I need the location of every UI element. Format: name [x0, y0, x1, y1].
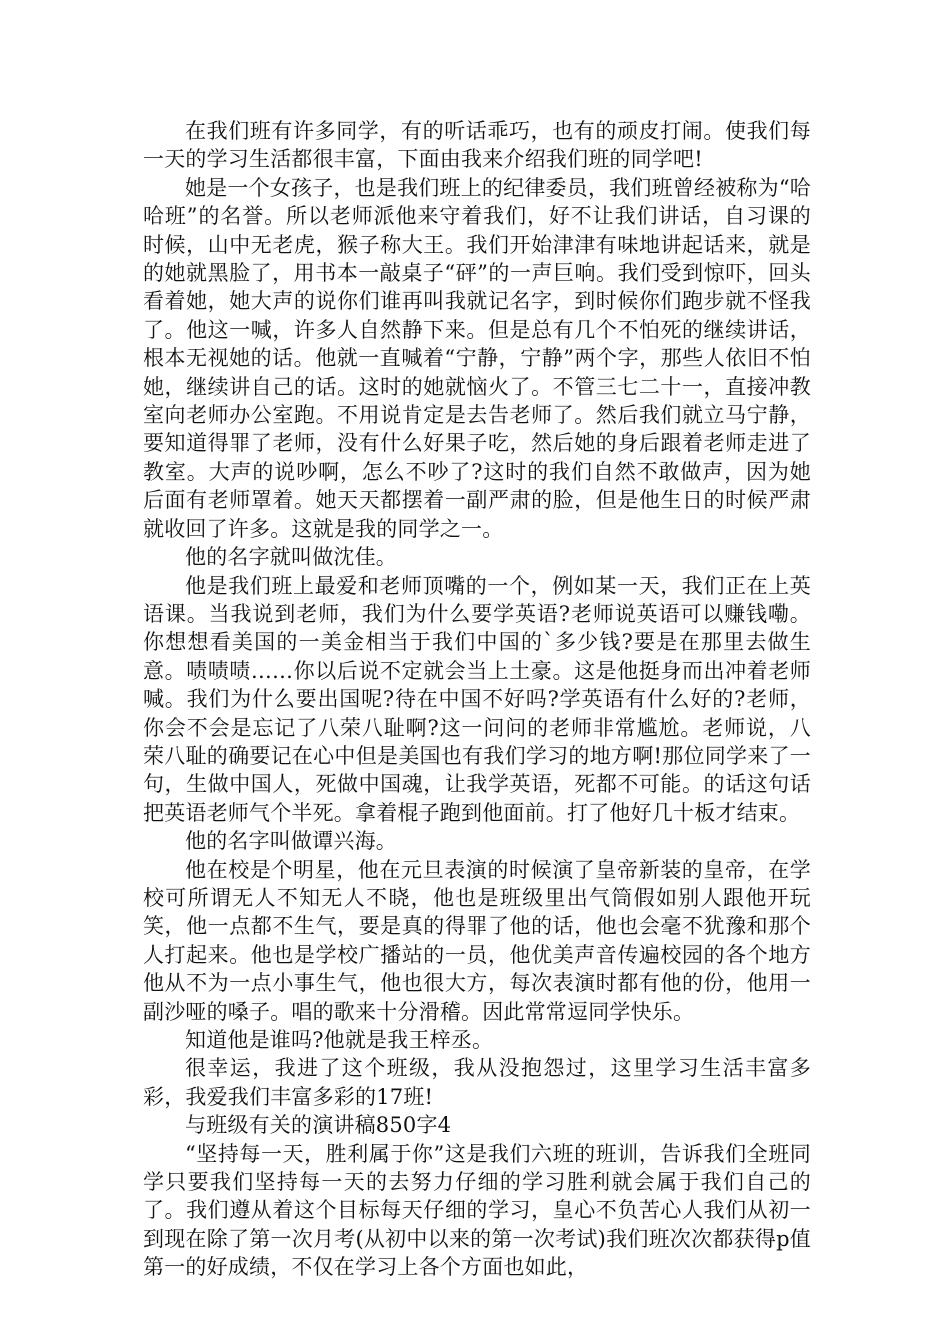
paragraph: 她是一个女孩子，也是我们班上的纪律委员，我们班曾经被称为“哈哈班”的名誉。所以老师派他来守着我们，好不让我们讲话，自习课的时候，山中无老虎，猴子称大王。我们开始津津有味地讲起话来，就是的她就黑脸了，用书本一敲桌子“砰”的一声巨响。我们受到惊吓，回头看着她，她大声的说你们谁再叫我就记名字，到时候你们跑步就不怪我了。他这一喊，许多人自然静下来。但是总有几个不怕死的继续讲话，根本无视她的话。他就一直喊着“宁静，宁静”两个字，那些人依旧不怕她，继续讲自己的话。这时的她就恼火了。不管三七二十一，直接冲教室向老师办公室跑。不用说肯定是去告老师了。然后我们就立马宁静，要知道得罪了老师，没有什么好果子吃，然后她的身后跟着老师走进了教室。大声的说吵啊，怎么不吵了?这时的我们自然不敢做声，因为她后面有老师罩着。她天天都摆着一副严肃的脸，但是他生日的时候严肃就收回了许多。这就是我的同学之一。	[143, 175, 811, 541]
paragraph: 知道他是谁吗?他就是我王梓丞。	[185, 1028, 494, 1052]
document-body	[143, 117, 811, 1282]
paragraph: “坚持每一天，胜利属于你”这是我们六班的班训，告诉我们全班同学只要我们坚持每一天的去努力仔细的学习胜利就会属于我们自己的了。我们遵从着这个目标每天仔细的学习，皇心不负苦心人我们从初一到现在除了第一次月考(从初中以来的第一次考试)我们班次次都获得p值第一的好成绩，不仅在学习上各个方面也如此，	[143, 1141, 811, 1280]
paragraph: 很幸运，我进了这个班级，我从没抱怨过，这里学习生活丰富多彩，我爱我们丰富多彩的17班!	[143, 1056, 811, 1109]
paragraph: 他的名字叫做谭兴海。	[185, 829, 397, 854]
paragraph: 他是我们班上最爱和老师顶嘴的一个，例如某一天，我们正在上英语课。当我说到老师，我们为什么要学英语?老师说英语可以赚钱嘞。你想想看美国的一美金相当于我们中国的`多少钱?要是在那里去做生意。啧啧啧……你以后说不定就会当上土豪。这是他挺身而出冲着老师喊。我们为什么要出国呢?待在中国不好吗?学英语有什么好的?老师，你会不会是忘记了八荣八耻啊?这一问问的老师非常尴尬。老师说，八荣八耻的确要记在心中但是美国也有我们学习的地方啊!那位同学来了一句，生做中国人，死做中国魂，让我学英语，死都不可能。的话这句话把英语老师气个半死。拿着棍子跑到他面前。打了他好几十板才结束。	[143, 573, 811, 825]
paragraph: 他在校是个明星，他在元旦表演的时候演了皇帝新装的皇帝，在学校可所谓无人不知无人不晓，他也是班级里出气筒假如别人跟他开玩笑，他一点都不生气，要是真的得罪了他的话，他也会毫不犹豫和那个人打起来。他也是学校广播站的一员，他优美声音传遍校园的各个地方他从不为一点小事生气，他也很大方，每次表演时都有他的份，他用一副沙哑的嗓子。唱的歌来十分滑稽。因此常常逗同学快乐。	[143, 857, 811, 1024]
paragraph: 他的名字就叫做沈佳。	[185, 545, 397, 570]
paragraph: 在我们班有许多同学，有的听话乖巧，也有的顽皮打闹。使我们每一天的学习生活都很丰富，下面由我来介绍我们班的同学吧!	[143, 119, 811, 172]
section-heading: 与班级有关的演讲稿850字4	[185, 1113, 452, 1138]
